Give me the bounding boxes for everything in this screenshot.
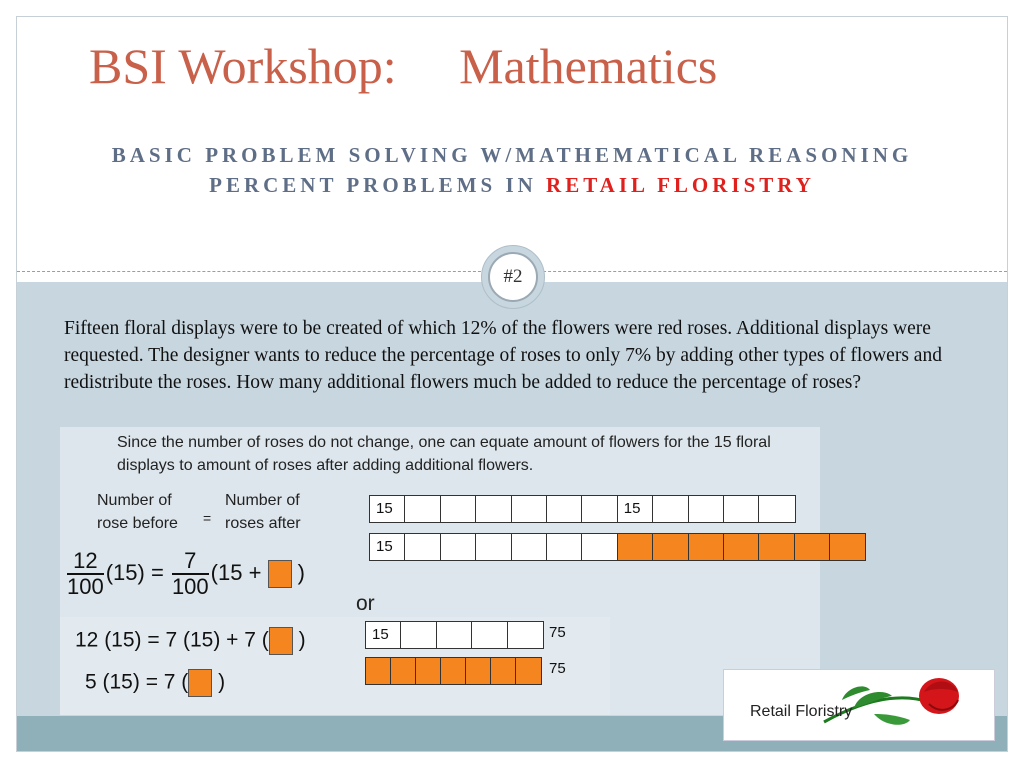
- bar-cell: [472, 622, 507, 648]
- bar-cell-added: [491, 658, 516, 684]
- slide-frame: [16, 16, 1008, 752]
- bar-cell: [512, 534, 547, 560]
- subtitle-highlight: RETAIL FLORISTRY: [546, 173, 815, 197]
- bar-cell: [759, 496, 794, 522]
- subtitle-prefix: PERCENT PROBLEMS IN: [209, 173, 547, 197]
- bar-cell-added: [759, 534, 794, 560]
- logo-text: Retail Floristry: [750, 703, 853, 720]
- bar-cell: 15: [366, 622, 401, 648]
- bar-cell-added: [391, 658, 416, 684]
- badge-label: #2: [488, 252, 538, 302]
- equation-2: 12 (15) = 7 (15) + 7 ( ): [75, 627, 306, 655]
- bar-cell-added: [653, 534, 688, 560]
- bar-cell-added: [830, 534, 865, 560]
- bar-cell: [547, 534, 582, 560]
- equation-1: $\frac{12}{100}$ (15) = $\frac{7}{100}$ (15 + ): [67, 548, 305, 599]
- bar-cell-added: [618, 534, 653, 560]
- label-roses-after: Number of roses after: [225, 492, 301, 532]
- bar-model-after: [369, 533, 866, 561]
- retail-floristry-logo: [723, 669, 995, 741]
- unknown-box: [188, 669, 212, 697]
- bar-cell: [582, 496, 617, 522]
- label-rose-before: Number of rose before: [97, 492, 178, 532]
- slide-title: BSI Workshop: Mathematics: [89, 38, 718, 94]
- bar-cell: [441, 534, 476, 560]
- fraction-12-100: $\frac{12}{100}$: [67, 548, 104, 599]
- bar-cell: [405, 534, 440, 560]
- bar-cell: [437, 622, 472, 648]
- bar-cell: [724, 496, 759, 522]
- slide-number-badge: [481, 245, 545, 309]
- bar-cell-added: [466, 658, 491, 684]
- bar-model-before: [369, 495, 796, 523]
- problem-text: Fifteen floral displays were to be created of which 12% of the flowers were red roses. Additional displays were requested. The designer wants to reduce the percentage of roses to only 7% by adding other types of flowers and redistribute the roses. How many additional flowers much be added to reduce the percentage of roses?: [64, 318, 942, 393]
- bar-cell: [547, 496, 582, 522]
- or-label: or: [356, 592, 375, 615]
- bar-cell: [689, 496, 724, 522]
- bar-cell: [476, 534, 511, 560]
- bar-cell-added: [795, 534, 830, 560]
- bar-model-simplified: [365, 621, 544, 649]
- bar-cell-added: [441, 658, 466, 684]
- bar-total-label: 75: [549, 624, 566, 641]
- bar-cell-added: [366, 658, 391, 684]
- equation-3: 5 (15) = 7 ( ): [85, 669, 225, 697]
- bar-cell-added: [689, 534, 724, 560]
- bar-cell: 15: [370, 534, 405, 560]
- bar-cell: [512, 496, 547, 522]
- solution-explanation: Since the number of roses do not change, one can equate amount of flowers for the 15 floral displays to amount of roses after adding additional flowers.: [117, 434, 771, 474]
- subtitle-line-1: BASIC PROBLEM SOLVING W/MATHEMATICAL REASONING: [111, 143, 913, 167]
- bar-cell: 15: [618, 496, 653, 522]
- bar-cell: [582, 534, 617, 560]
- subtitle-line-2: [17, 173, 1007, 198]
- bar-cell-added: [416, 658, 441, 684]
- bar-total-label: 75: [549, 660, 566, 677]
- bar-cell: [401, 622, 436, 648]
- bar-cell-added: [516, 658, 541, 684]
- bar-cell: [405, 496, 440, 522]
- bar-cell: [476, 496, 511, 522]
- unknown-box: [269, 627, 293, 655]
- fraction-7-100: $\frac{7}{100}$: [171, 548, 209, 599]
- equals-sign: =: [203, 510, 212, 526]
- bar-cell: [508, 622, 543, 648]
- bar-cell: 15: [370, 496, 405, 522]
- bar-model-orange: [365, 657, 542, 685]
- bar-cell: [653, 496, 688, 522]
- bar-cell-added: [724, 534, 759, 560]
- bar-cell: [441, 496, 476, 522]
- unknown-box: [268, 560, 292, 588]
